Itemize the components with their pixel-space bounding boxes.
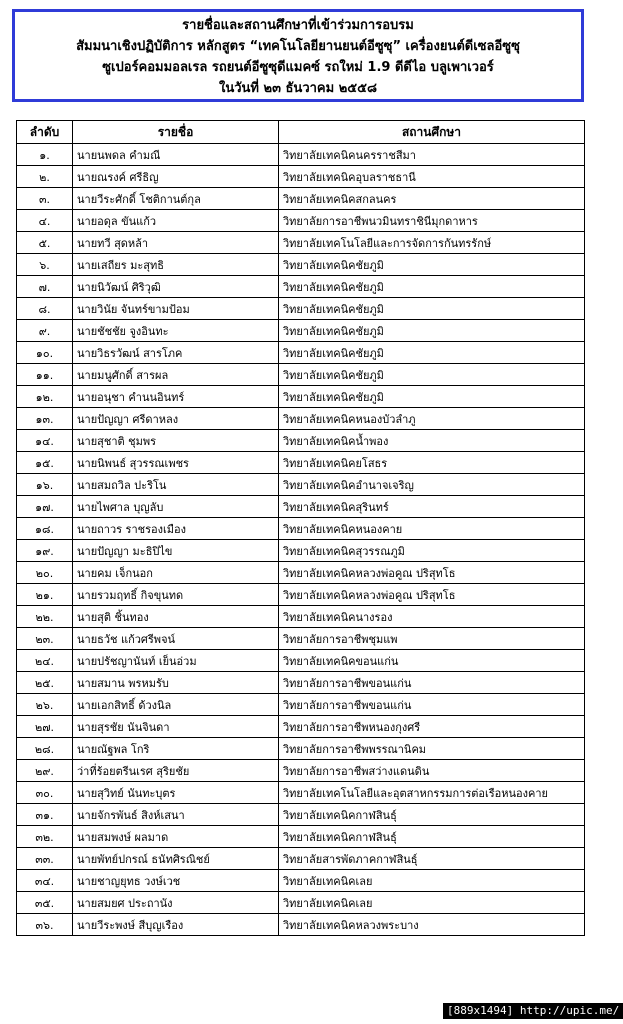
row-number: ๒๑. (17, 584, 73, 606)
school-name: วิทยาลัยเทคนิคอุบลราชธานี (279, 166, 585, 188)
row-number: ๑๖. (17, 474, 73, 496)
table-row (17, 540, 585, 562)
table-row (17, 496, 585, 518)
school-name: วิทยาลัยเทคนิคชัยภูมิ (279, 298, 585, 320)
row-number: ๒๙. (17, 760, 73, 782)
participant-name: นายเสถียร มะสุทธิ (73, 254, 279, 276)
school-name: วิทยาลัยการอาชีพพรรณานิคม (279, 738, 585, 760)
participant-name: นายคม เจ็กนอก (73, 562, 279, 584)
row-number: ๓๒. (17, 826, 73, 848)
title-line-1: รายชื่อและสถานศึกษาที่เข้าร่วมการอบรม (182, 18, 414, 33)
table-row (17, 188, 585, 210)
table-row (17, 738, 585, 760)
table-row (17, 672, 585, 694)
participant-name: นายมนูศักดิ์ สารผล (73, 364, 279, 386)
table-row (17, 320, 585, 342)
title-line-3: ซูเปอร์คอมมอลเรล รถยนต์อีซูซุดีแมคซ์ รถใหม่ 1.9 ดีดีไอ บลูเพาเวอร์ (102, 60, 494, 75)
participant-name: นายปัญญา มะธิปิไข (73, 540, 279, 562)
row-number: ๒๕. (17, 672, 73, 694)
row-number: ๒๘. (17, 738, 73, 760)
participant-name: ว่าที่ร้อยตรีนเรศ สุริยชัย (73, 760, 279, 782)
school-name: วิทยาลัยเทคนิคชัยภูมิ (279, 342, 585, 364)
participant-table (16, 120, 585, 936)
school-name: วิทยาลัยเทคนิคอำนาจเจริญ (279, 474, 585, 496)
table-row (17, 870, 585, 892)
participant-name: นายเอกสิทธิ์ ด้วงนิล (73, 694, 279, 716)
table-row (17, 166, 585, 188)
school-name: วิทยาลัยการอาชีพสว่างแดนดิน (279, 760, 585, 782)
row-number: ๔. (17, 210, 73, 232)
table-row (17, 826, 585, 848)
participant-name: นายณรงค์ ศรีธิญ (73, 166, 279, 188)
table-row (17, 232, 585, 254)
row-number: ๑๘. (17, 518, 73, 540)
participant-name: นายจักรพันธ์ สิงห์เสนา (73, 804, 279, 826)
table-row (17, 408, 585, 430)
school-name: วิทยาลัยเทคนิคกาฬสินธุ์ (279, 826, 585, 848)
school-name: วิทยาลัยเทคนิคยโสธร (279, 452, 585, 474)
participant-name: นายอนุชา คำนนอินทร์ (73, 386, 279, 408)
row-number: ๑๙. (17, 540, 73, 562)
school-name: วิทยาลัยเทคนิคเลย (279, 870, 585, 892)
school-name: วิทยาลัยการอาชีพนวมินทราชินีมุกดาหาร (279, 210, 585, 232)
participant-name: นายอดุล ขันแก้ว (73, 210, 279, 232)
table-row (17, 584, 585, 606)
school-name: วิทยาลัยเทคนิคหลวงพ่อคูณ ปริสุทโธ (279, 562, 585, 584)
participant-name: นายพัทย์ปกรณ์ ธนัทศิรณิชย์ (73, 848, 279, 870)
table-row (17, 144, 585, 166)
row-number: ๕. (17, 232, 73, 254)
participant-name: นายชัชชัย จูงอินทะ (73, 320, 279, 342)
table-row (17, 276, 585, 298)
row-number: ๒๒. (17, 606, 73, 628)
table-row (17, 386, 585, 408)
school-name: วิทยาลัยการอาชีพหนองกุงศรี (279, 716, 585, 738)
participant-name: นายสุรชัย นันจินดา (73, 716, 279, 738)
row-number: ๓. (17, 188, 73, 210)
title-line-2: สัมมนาเชิงปฏิบัติการ หลักสูตร “เทคโนโลยียานยนต์อีซูซุ” เครื่องยนต์ดีเซลอีซูซุ (76, 39, 520, 54)
school-name: วิทยาลัยเทคนิคหนองบัวลำภู (279, 408, 585, 430)
school-name: วิทยาลัยเทคนิคสกลนคร (279, 188, 585, 210)
school-name: วิทยาลัยเทคโนโลยีและการจัดการกันทรรักษ์ (279, 232, 585, 254)
row-number: ๑๑. (17, 364, 73, 386)
participant-name: นายนพดล คำมณี (73, 144, 279, 166)
participant-name: นายปัญญา ศรีดาหลง (73, 408, 279, 430)
row-number: ๗. (17, 276, 73, 298)
table-row (17, 298, 585, 320)
participant-name: นายสมพงษ์ ผลมาด (73, 826, 279, 848)
participant-name: นายสุวิทย์ นันทะบุตร (73, 782, 279, 804)
row-number: ๓๕. (17, 892, 73, 914)
participant-name: นายปรัชญานันท์ เย็นอ่วม (73, 650, 279, 672)
column-header-name: รายชื่อ (73, 121, 279, 144)
participant-name: นายวีระพงษ์ สีบุญเรือง (73, 914, 279, 936)
row-number: ๙. (17, 320, 73, 342)
school-name: วิทยาลัยเทคนิคหลวงพ่อคูณ ปริสุทโธ (279, 584, 585, 606)
participant-name: นายวินัย จันทร์ขามป้อม (73, 298, 279, 320)
column-header-number: ลำดับ (17, 121, 73, 144)
participant-name: นายสุติ ชิ้นทอง (73, 606, 279, 628)
row-number: ๒๐. (17, 562, 73, 584)
table-row (17, 892, 585, 914)
row-number: ๓๑. (17, 804, 73, 826)
table-row (17, 606, 585, 628)
row-number: ๓๓. (17, 848, 73, 870)
row-number: ๑๐. (17, 342, 73, 364)
table-row (17, 210, 585, 232)
image-host-watermark: [889x1494] http://upic.me/ (443, 1003, 623, 1019)
table-row (17, 342, 585, 364)
school-name: วิทยาลัยเทคนิคน้ำพอง (279, 430, 585, 452)
participant-name: นายวีระศักดิ์ โชติกานต์กุล (73, 188, 279, 210)
table-row (17, 430, 585, 452)
participant-name: นายณัฐพล โกริ (73, 738, 279, 760)
table-row (17, 914, 585, 936)
school-name: วิทยาลัยเทคนิคหนองคาย (279, 518, 585, 540)
table-row (17, 452, 585, 474)
row-number: ๓๐. (17, 782, 73, 804)
participant-name: นายวิธรวัฒน์ สารโภค (73, 342, 279, 364)
table-row (17, 650, 585, 672)
participant-name: นายสมยศ ประถานัง (73, 892, 279, 914)
table-row (17, 562, 585, 584)
table-row (17, 716, 585, 738)
school-name: วิทยาลัยเทคนิคนครราชสีมา (279, 144, 585, 166)
participant-name: นายนิวัฒน์ ศิริวุฒิ (73, 276, 279, 298)
school-name: วิทยาลัยเทคนิคนางรอง (279, 606, 585, 628)
participant-name: นายสุชาติ ชุมพร (73, 430, 279, 452)
table-row (17, 848, 585, 870)
participant-name: นายชาญยุทธ วงษ์เวช (73, 870, 279, 892)
table-row (17, 628, 585, 650)
table-row (17, 364, 585, 386)
title-line-4: ในวันที่ ๒๓ ธันวาคม ๒๕๕๘ (219, 81, 377, 96)
school-name: วิทยาลัยเทคนิคชัยภูมิ (279, 320, 585, 342)
school-name: วิทยาลัยการอาชีพขอนแก่น (279, 694, 585, 716)
participant-name: นายธวัช แก้วศรีพจน์ (73, 628, 279, 650)
column-header-school: สถานศึกษา (279, 121, 585, 144)
school-name: วิทยาลัยการอาชีพขอนแก่น (279, 672, 585, 694)
participant-name: นายถาวร ราชรองเมือง (73, 518, 279, 540)
participant-name: นายสมาน พรหมรับ (73, 672, 279, 694)
row-number: ๓๖. (17, 914, 73, 936)
row-number: ๘. (17, 298, 73, 320)
document-title-box (12, 9, 584, 102)
school-name: วิทยาลัยเทคนิคเลย (279, 892, 585, 914)
school-name: วิทยาลัยการอาชีพชุมแพ (279, 628, 585, 650)
participant-name: นายสมถวิล ปะริโน (73, 474, 279, 496)
participant-name: นายทวี สุดหล้า (73, 232, 279, 254)
row-number: ๖. (17, 254, 73, 276)
school-name: วิทยาลัยเทคนิคกาฬสินธุ์ (279, 804, 585, 826)
row-number: ๑๕. (17, 452, 73, 474)
table-row (17, 804, 585, 826)
row-number: ๑๗. (17, 496, 73, 518)
school-name: วิทยาลัยเทคนิคขอนแก่น (279, 650, 585, 672)
row-number: ๒๗. (17, 716, 73, 738)
school-name: วิทยาลัยเทคนิคสุวรรณภูมิ (279, 540, 585, 562)
table-row (17, 782, 585, 804)
school-name: วิทยาลัยเทคนิคชัยภูมิ (279, 386, 585, 408)
table-body (17, 144, 585, 936)
participant-name: นายนิพนธ์ สุวรรณเพชร (73, 452, 279, 474)
row-number: ๒๓. (17, 628, 73, 650)
row-number: ๒๔. (17, 650, 73, 672)
table-header-row (17, 121, 585, 144)
row-number: ๒๖. (17, 694, 73, 716)
school-name: วิทยาลัยเทคนิคหลวงพระบาง (279, 914, 585, 936)
school-name: วิทยาลัยเทคนิคชัยภูมิ (279, 254, 585, 276)
school-name: วิทยาลัยเทคโนโลยีและอุตสาหกรรมการต่อเรือหนองคาย (279, 782, 585, 804)
row-number: ๓๔. (17, 870, 73, 892)
table-row (17, 760, 585, 782)
table-row (17, 518, 585, 540)
school-name: วิทยาลัยเทคนิคชัยภูมิ (279, 276, 585, 298)
school-name: วิทยาลัยสารพัดภาคกาฬสินธุ์ (279, 848, 585, 870)
table-row (17, 474, 585, 496)
participant-name: นายรวมฤทธิ์ กิจขุนทด (73, 584, 279, 606)
row-number: ๑๓. (17, 408, 73, 430)
participant-name: นายไพศาล บุญลับ (73, 496, 279, 518)
table-row (17, 694, 585, 716)
row-number: ๑. (17, 144, 73, 166)
row-number: ๒. (17, 166, 73, 188)
row-number: ๑๔. (17, 430, 73, 452)
school-name: วิทยาลัยเทคนิคชัยภูมิ (279, 364, 585, 386)
row-number: ๑๒. (17, 386, 73, 408)
table-row (17, 254, 585, 276)
school-name: วิทยาลัยเทคนิคสุรินทร์ (279, 496, 585, 518)
